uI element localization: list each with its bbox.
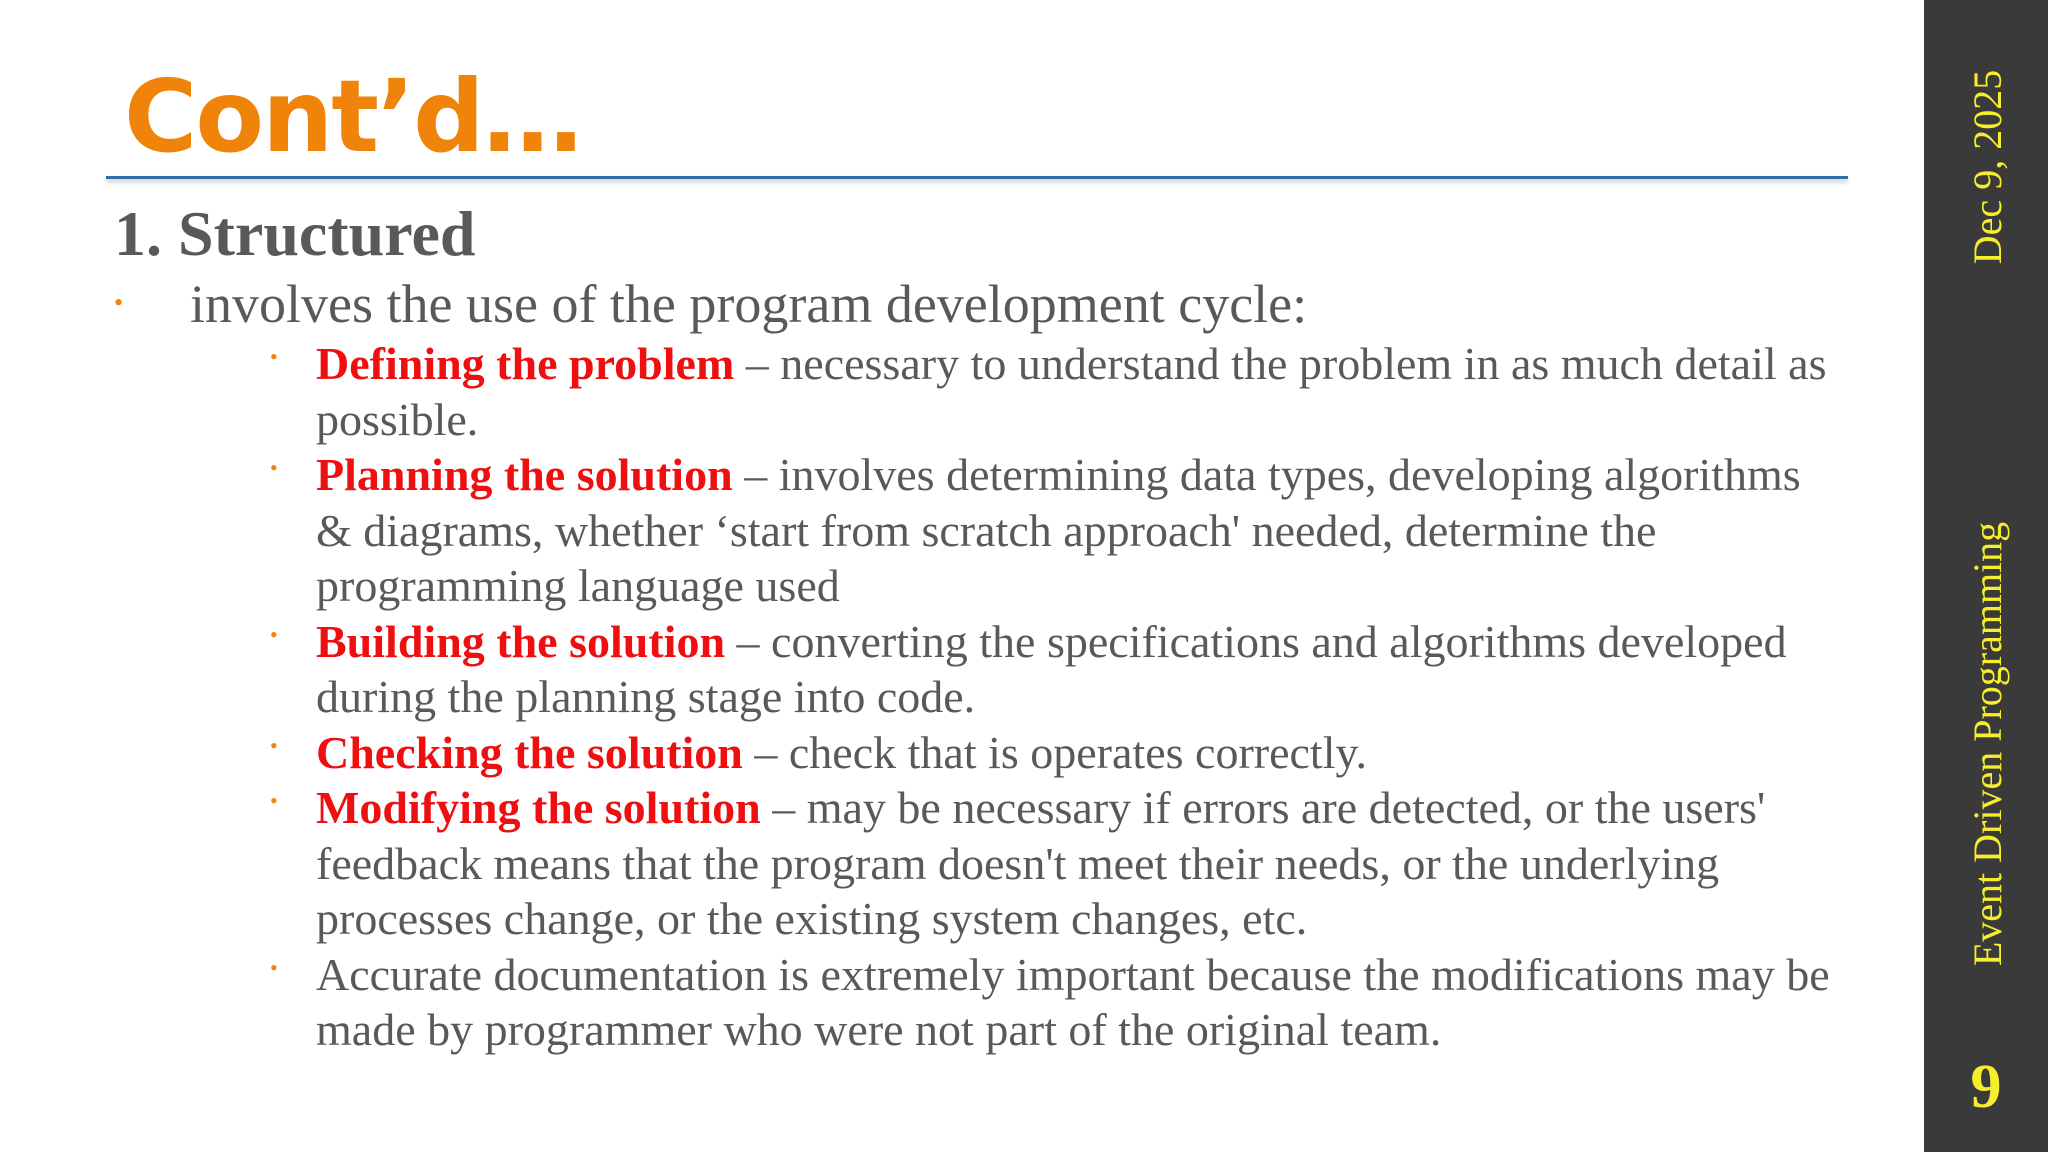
- bullet-icon: •: [270, 788, 278, 813]
- bullet-list: [114, 272, 1834, 1058]
- item-term: Defining the problem: [316, 338, 735, 389]
- page-number: 9: [1970, 1053, 2002, 1121]
- bullet-icon: •: [270, 954, 278, 980]
- list-item-defining-problem: [270, 336, 1834, 447]
- list-item-planning-solution: [270, 447, 1834, 614]
- bullet-icon: •: [270, 732, 278, 758]
- list-item-modifying-solution: [270, 780, 1834, 947]
- item-text: – converting the specifications and algorithms developed during the planning stage into code.: [316, 615, 1787, 722]
- title-divider: [106, 176, 1848, 179]
- intro-text: involves the use of the program development cycle:: [190, 274, 1308, 334]
- section-heading: 1. Structured: [114, 198, 476, 269]
- bullet-icon: •: [270, 621, 278, 647]
- bullet-icon: •: [270, 344, 278, 369]
- item-term: Planning the solution: [316, 449, 733, 500]
- list-item-checking-solution: [270, 725, 1834, 781]
- slide-date: Dec 9, 2025: [1965, 69, 2010, 265]
- bullet-icon: •: [114, 288, 124, 317]
- item-text: – involves determining data types, developing algorithms & diagrams, whether ‘start from scratch approach' needed, determine the programming language used: [316, 449, 1801, 611]
- sub-bullet-list: [190, 336, 1834, 1058]
- item-text: – necessary to understand the problem in as much detail as possible.: [316, 338, 1827, 445]
- list-item-building-solution: [270, 614, 1834, 725]
- item-text: – may be necessary if errors are detected, or the users' feedback means that the program doesn't meet their needs, or the underlying processes change, or the existing system changes, etc.: [316, 782, 1766, 944]
- slide-title: Cont’d…: [124, 58, 581, 175]
- bullet-icon: •: [270, 455, 278, 480]
- item-term: Checking the solution: [316, 726, 743, 778]
- list-item-documentation: [270, 947, 1834, 1058]
- course-title: Event Driven Programming: [1965, 521, 2010, 967]
- item-term: Modifying the solution: [316, 782, 761, 833]
- item-term: Building the solution: [316, 615, 726, 667]
- item-text: Accurate documentation is extremely important because the modifications may be made by programmer who were not part of the original team.: [316, 948, 1830, 1055]
- list-item-intro: [114, 272, 1834, 1058]
- item-text: – check that is operates correctly.: [742, 726, 1367, 778]
- slide-content: [114, 196, 1834, 1058]
